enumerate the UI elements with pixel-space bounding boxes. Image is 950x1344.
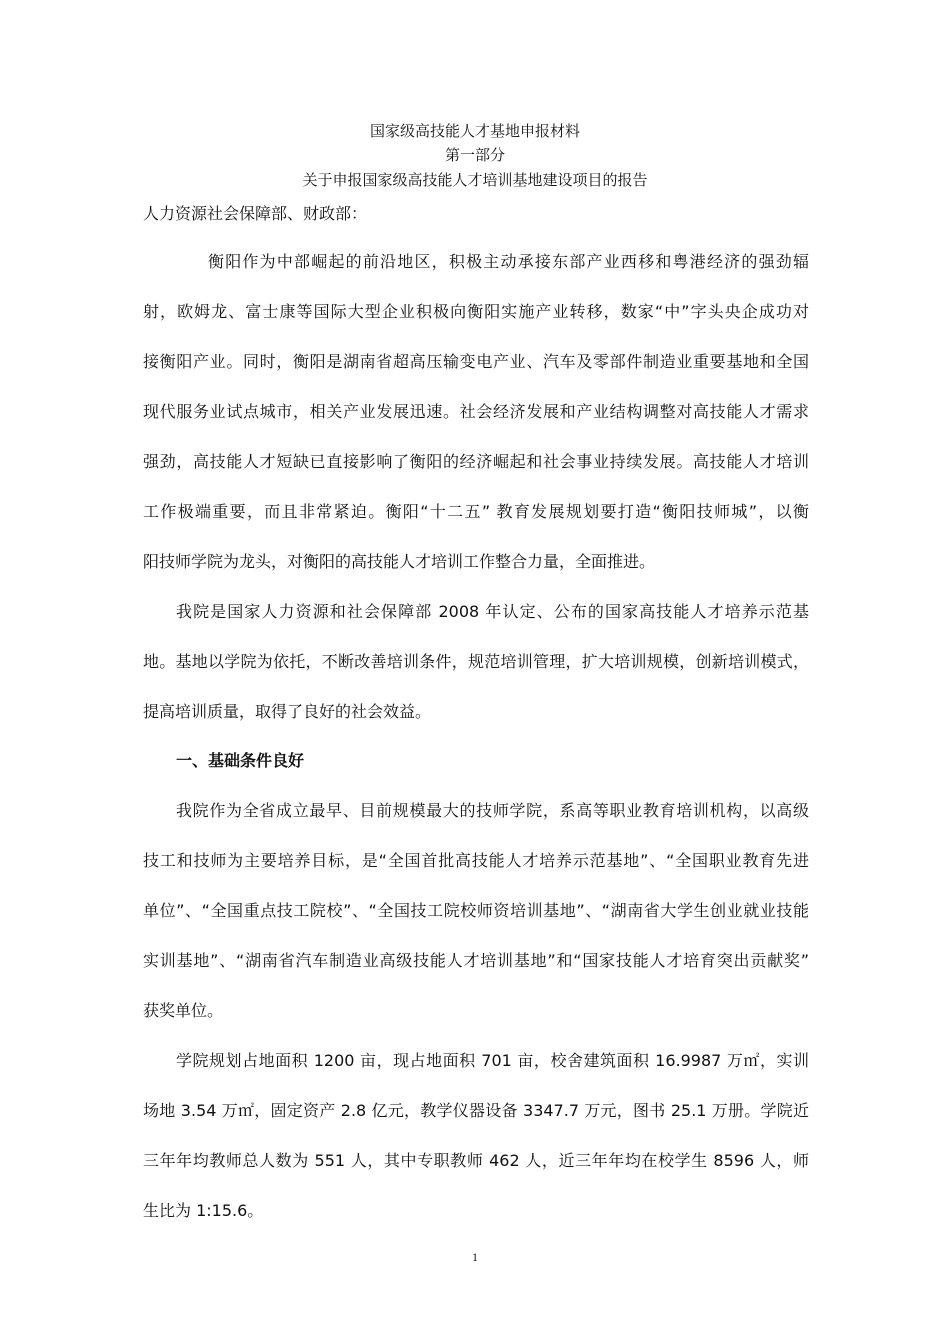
document-title: 国家级高技能人才基地申报材料 (369, 122, 580, 140)
report-title: 关于申报国家级高技能人才培训基地建设项目的报告 (302, 171, 648, 189)
paragraph-line: 提高培训质量，取得了良好的社会效益。 (143, 702, 432, 721)
paragraph-line: 获奖单位。 (143, 1001, 224, 1020)
paragraph-line: 工作极端重要，而且非常紧迫。衡阳“十二五” 教育发展规划要打造“衡阳技师城”，以衡 (143, 502, 809, 521)
paragraph-line: 现代服务业试点城市，相关产业发展迅速。社会经济发展和产业结构调整对高技能人才需求 (143, 402, 809, 421)
paragraph-line: 场地 3.54 万㎡，固定资产 2.8 亿元，教学仪器设备 3347.7 万元，图书 25.1 万册。学院近 (143, 1101, 809, 1120)
paragraph-line: 接衡阳产业。同时，衡阳是湖南省超高压输变电产业、汽车及零部件制造业重要基地和全国 (143, 352, 809, 371)
paragraph-line: 学院规划占地面积 1200 亩，现占地面积 701 亩，校舍建筑面积 16.9987 万㎡，实训 (176, 1051, 809, 1070)
paragraph-line: 单位”、“全国重点技工院校”、“全国技工院校师资培训基地”、“湖南省大学生创业就业技能 (143, 901, 809, 920)
paragraph-line: 强劲，高技能人才短缺已直接影响了衡阳的经济崛起和社会事业持续发展。高技能人才培训 (143, 452, 809, 471)
paragraph-line: 地。基地以学院为依托，不断改善培训条件，规范培训管理，扩大培训规模，创新培训模式， (143, 652, 809, 671)
paragraph-line: 我院作为全省成立最早、目前规模最大的技师学院，系高等职业教育培训机构，以高级 (176, 801, 809, 820)
paragraph-line: 三年年均教师总人数为 551 人，其中专职教师 462 人，近三年年均在校学生 8596 人，师 (143, 1151, 809, 1170)
paragraph-line: 实训基地”、“湖南省汽车制造业高级技能人才培训基地”和“国家技能人才培育突出贡献奖” (143, 951, 809, 970)
paragraph-line: 生比为 1:15.6。 (143, 1201, 264, 1220)
paragraph-line: 我院是国家人力资源和社会保障部 2008 年认定、公布的国家高技能人才培养示范基 (176, 602, 809, 621)
addressee: 人力资源社会保障部、财政部： (143, 204, 368, 223)
paragraph-line: 射，欧姆龙、富士康等国际大型企业积极向衡阳实施产业转移，数家“中”字头央企成功对 (143, 302, 809, 321)
section-heading: 一、基础条件良好 (176, 751, 305, 770)
paragraph-line: 技工和技师为主要培养目标，是“全国首批高技能人才培养示范基地”、“全国职业教育先进 (143, 851, 809, 870)
paragraph-line: 阳技师学院为龙头，对衡阳的高技能人才培训工作整合力量，全面推进。 (143, 552, 656, 571)
part-title: 第一部分 (444, 146, 505, 164)
page-number: 1 (472, 1250, 478, 1264)
paragraph-line: 衡阳作为中部崛起的前沿地区，积极主动承接东部产业西移和粤港经济的强劲辐 (208, 252, 809, 271)
